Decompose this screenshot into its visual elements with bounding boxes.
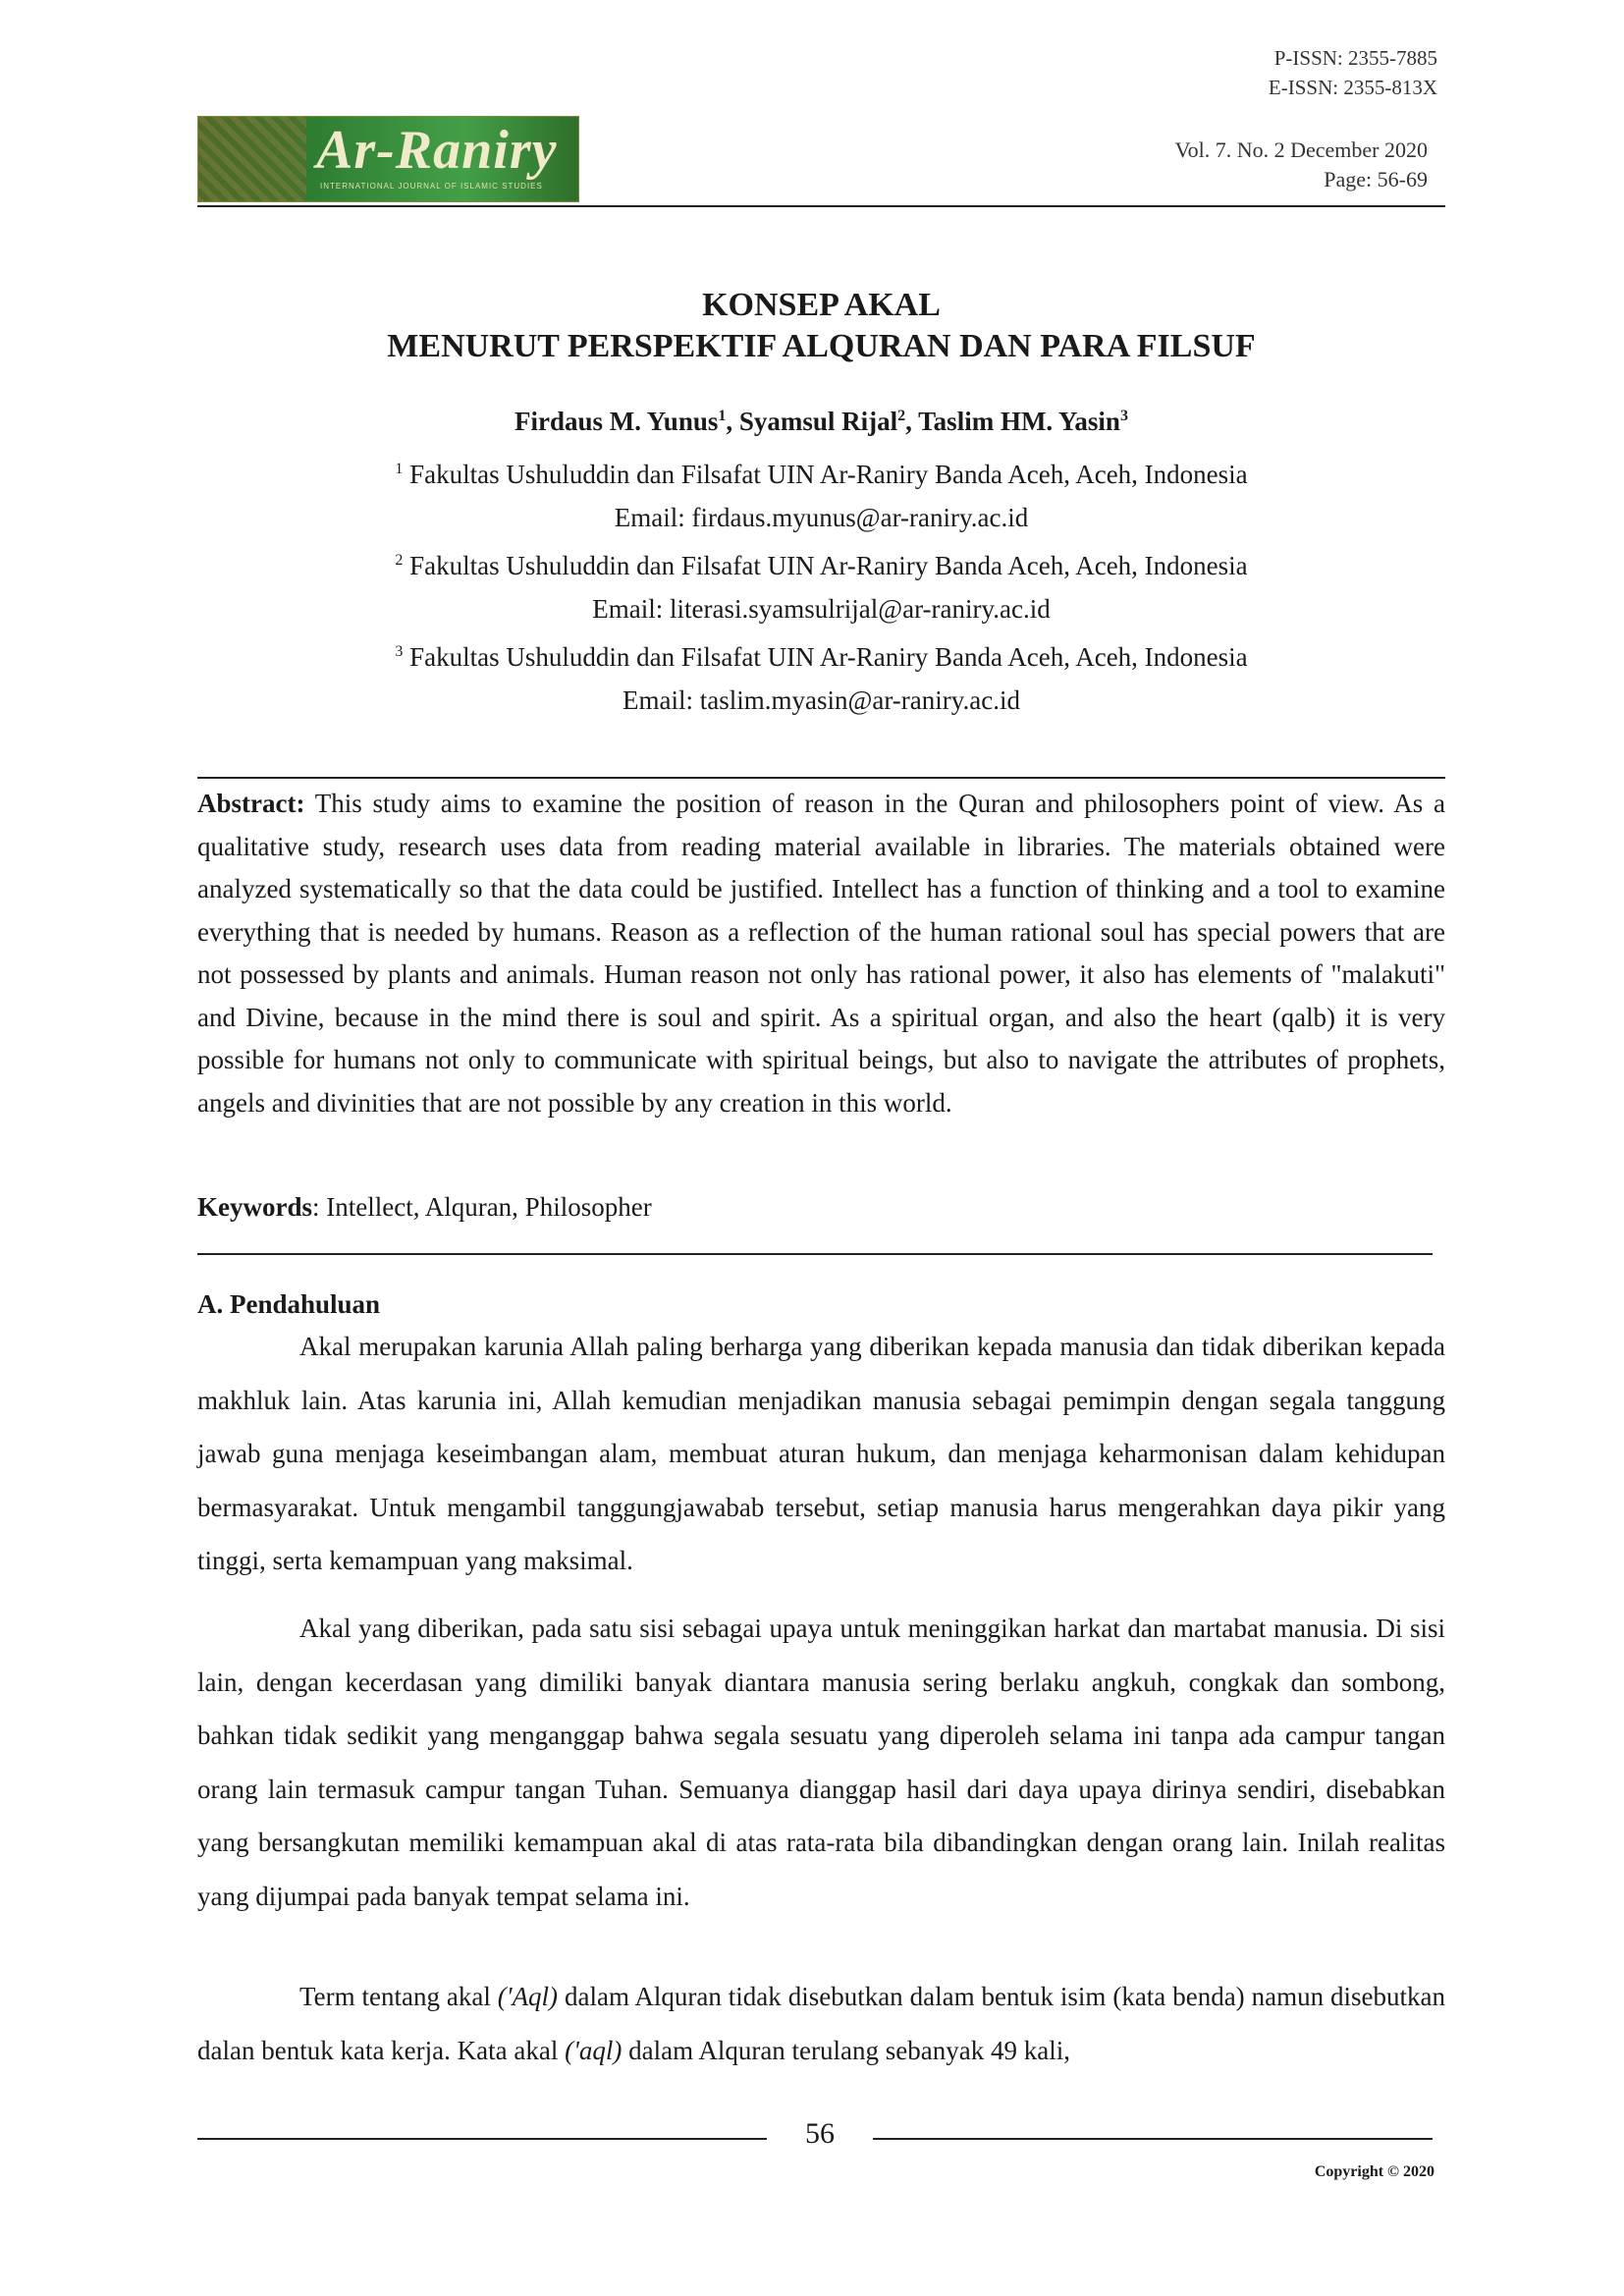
section-heading: A. Pendahuluan (197, 1289, 381, 1319)
paragraph-1: Akal merupakan karunia Allah paling berharga yang diberikan kepada manusia dan tidak diberikan kepada makhluk lain. Atas karunia ini, Allah kemudian menjadikan manusia sebagai pemimpin dengan segala tanggung jawab guna menjaga keseimbangan alam, membuat aturan hukum, dan menjaga keharmonisan dalam kehidupan bermasyarakat. Untuk mengambil tanggungjawabab tersebut, setiap manusia harus mengerahkan daya pikir yang tinggi, serta kemampuan yang maksimal. (197, 1332, 1445, 1575)
affiliation-email: Email: taslim.myasin@ar-raniry.ac.id (623, 685, 1020, 715)
abstract-bottom-rule (197, 1253, 1433, 1255)
abstract-label: Abstract: (197, 789, 305, 818)
author-sup: 1 (718, 408, 727, 424)
affiliation-sup: 3 (395, 643, 404, 660)
volume-info (1175, 136, 1428, 194)
page-range: Page: 56-69 (1324, 167, 1428, 191)
page-number: 56 (805, 2117, 835, 2150)
abstract (197, 783, 1445, 1124)
paragraph-3 (197, 1970, 1445, 2077)
volume: Vol. 7. No. 2 December 2020 (1174, 137, 1428, 162)
author-sep: , (726, 407, 739, 436)
issn-block (1269, 43, 1437, 102)
author-sep: , (905, 407, 919, 436)
logo-subtitle: INTERNATIONAL JOURNAL OF ISLAMIC STUDIES (320, 182, 543, 191)
affiliation-institution: Fakultas Ushuluddin dan Filsafat UIN Ar-Raniry Banda Aceh, Aceh, Indonesia (409, 551, 1248, 580)
footer-rule-right (873, 2138, 1433, 2140)
affiliation-sup: 1 (395, 461, 404, 477)
author-sup: 3 (1119, 408, 1128, 424)
affiliation-institution: Fakultas Ushuluddin dan Filsafat UIN Ar-Raniry Banda Aceh, Aceh, Indonesia (409, 642, 1248, 672)
journal-logo (197, 116, 579, 202)
affiliation-sup: 2 (395, 552, 404, 569)
affiliation-block (197, 448, 1445, 722)
author-sup: 2 (897, 408, 906, 424)
affiliation-institution: Fakultas Ushuluddin dan Filsafat UIN Ar-Raniry Banda Aceh, Aceh, Indonesia (409, 460, 1248, 489)
author-name: Taslim HM. Yasin (918, 407, 1120, 436)
paragraph-2: Akal yang diberikan, pada satu sisi sebagai upaya untuk meninggikan harkat dan martabat manusia. Di sisi lain, dengan kecerdasan yang dimiliki banyak diantara manusia sering berlaku angkuh, congkak dan sombong, bahkan tidak sedikit yang menganggap bahwa segala sesuatu yang diperoleh selama ini tanpa ada campur tangan orang lain termasuk campur tangan Tuhan. Semuanya dianggap hasil dari daya upaya dirinya sendiri, disebabkan yang bersangkutan memiliki kemampuan akal di atas rata-rata bila dibandingkan dengan orang lain. Inilah realitas yang dijumpai pada banyak tempat selama ini. (197, 1613, 1445, 1911)
keywords (197, 1192, 652, 1223)
author-list (197, 407, 1445, 437)
p-issn: P-ISSN: 2355-7885 (1273, 46, 1437, 70)
para3-text: Term tentang akal (299, 1982, 498, 2011)
author-name: Syamsul Rijal (738, 407, 898, 436)
author-name: Firdaus M. Yunus (514, 407, 719, 436)
keywords-text: : Intellect, Alquran, Philosopher (312, 1192, 652, 1222)
footer-rule-left (197, 2138, 767, 2140)
keywords-label: Keywords (197, 1192, 312, 1222)
copyright: Copyright © 2020 (1314, 2163, 1435, 2180)
header-divider (197, 205, 1445, 207)
title-line-2: MENURUT PERSPEKTIF ALQURAN DAN PARA FILSUF (387, 328, 1256, 364)
abstract-text: This study aims to examine the position of reason in the Quran and philosophers point of view. As a qualitative study, research uses data from reading material available in libraries. The materials obtained were analyzed systematically so that the data could be justified. Intellect has a function of thinking and a tool to examine everything that is needed by humans. Reason as a reflection of the human rational soul has special powers that are not possessed by plants and animals. Human reason not only has rational power, it also has elements of "malakuti" and Divine, because in the mind there is soul and spirit. As a spiritual organ, and also the heart (qalb) it is very possible for humans not only to communicate with spiritual beings, but also to navigate the attributes of prophets, angels and divinities that are not possible by any creation in this world. (197, 789, 1445, 1118)
affiliation-email: Email: firdaus.myunus@ar-raniry.ac.id (614, 503, 1029, 532)
para3-term: ('Aql) (497, 1982, 559, 2011)
para3-text: dalam Alquran tidak disebutkan dalam bentuk isim (kata benda) namun disebutkan dalan bentuk kata kerja. Kata akal (197, 1982, 1445, 2065)
logo-text: Ar-Raniry (316, 120, 558, 181)
e-issn: E-ISSN: 2355-813X (1268, 76, 1437, 99)
para3-text: dalam Alquran terulang sebanyak 49 kali, (622, 2035, 1070, 2065)
affiliation-email: Email: literasi.syamsulrijal@ar-raniry.ac.id (592, 594, 1051, 624)
logo-ornament (198, 117, 306, 202)
abstract-top-rule (197, 777, 1445, 779)
title-line-1: KONSEP AKAL (702, 287, 941, 323)
para3-term: ('aql) (565, 2035, 623, 2065)
paper-title (197, 285, 1445, 367)
